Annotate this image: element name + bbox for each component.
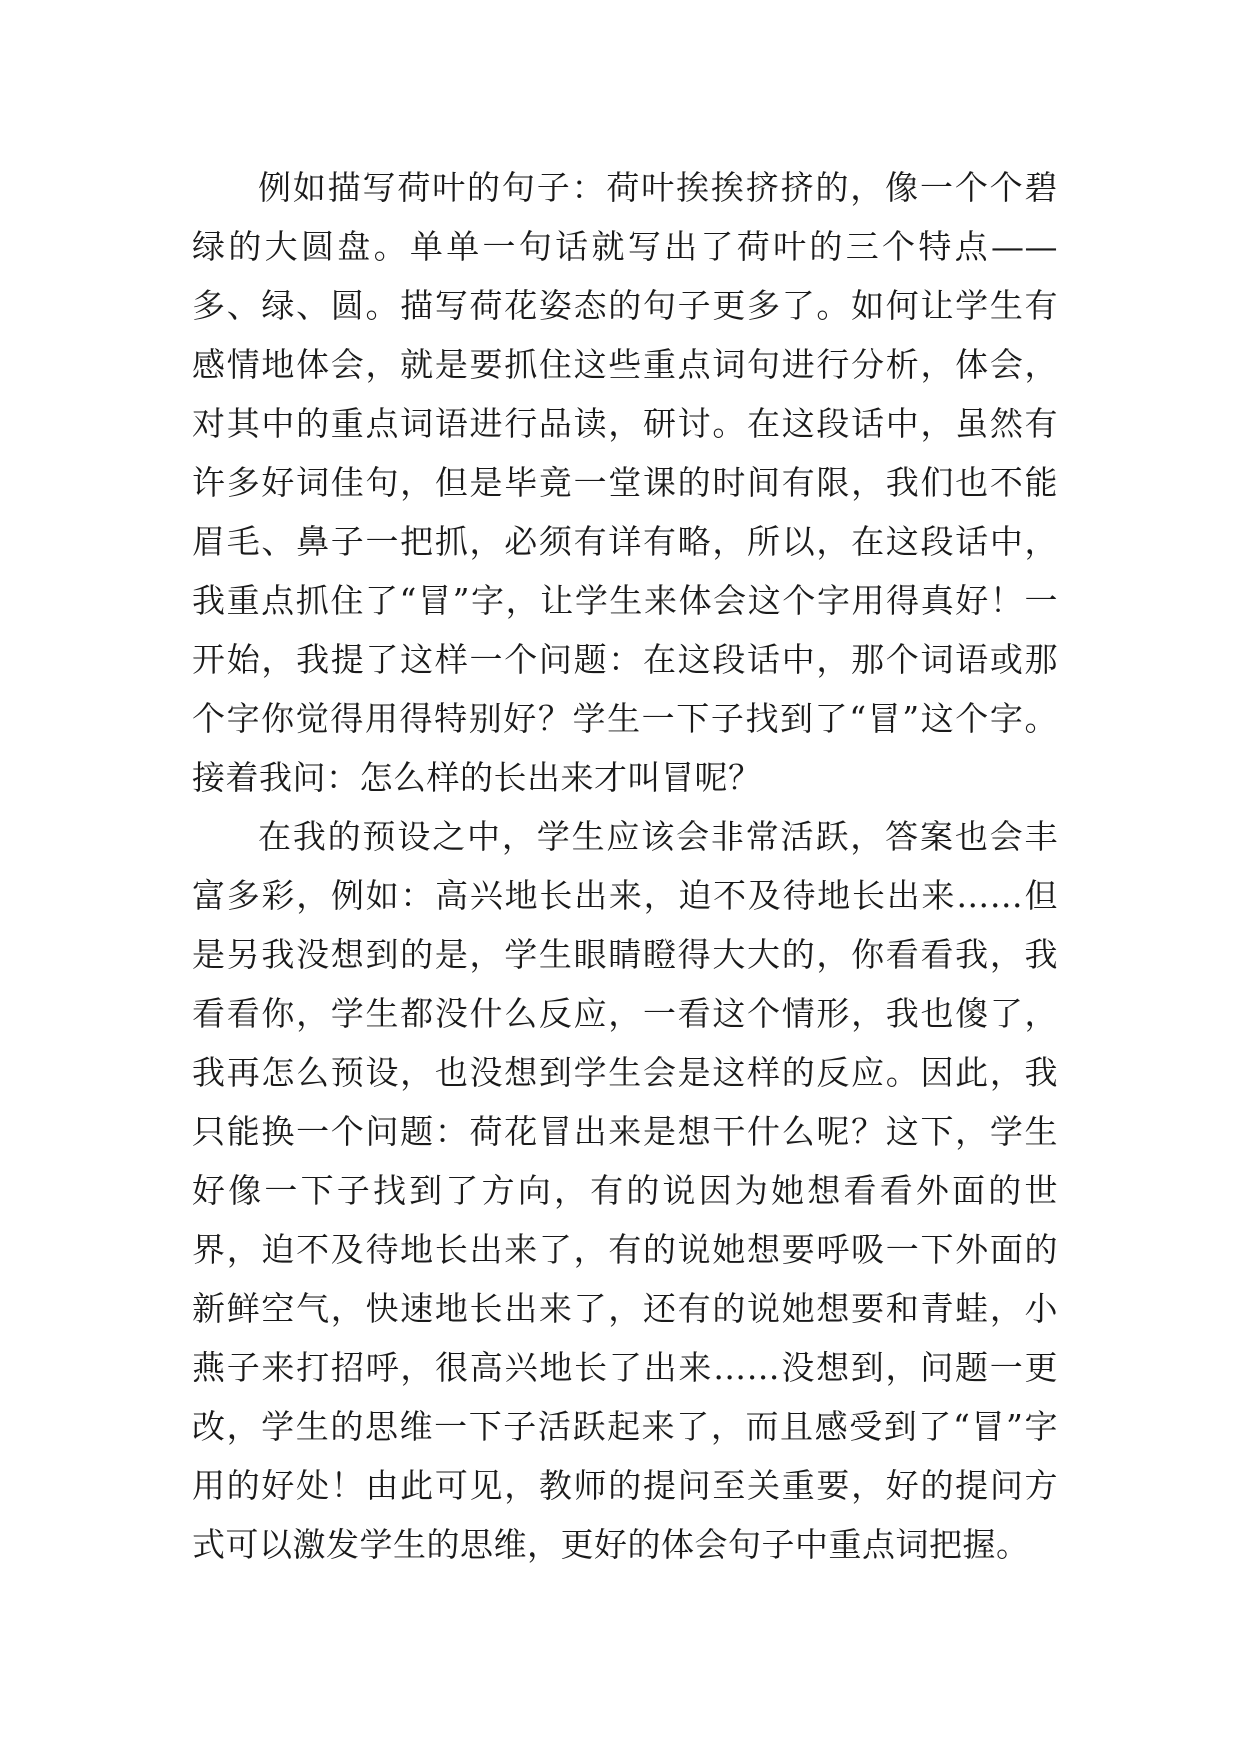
paragraph-2: 在我的预设之中，学生应该会非常活跃，答案也会丰富多彩，例如：高兴地长出来，迫不及待地长出来……但是另我没想到的是，学生眼睛瞪得大大的，你看看我，我看看你，学生都没什么反应，一看这个情形，我也傻了，我再怎么预设，也没想到学生会是这样的反应。因此，我只能换一个问题：荷花冒出来是想干什么呢？这下，学生好像一下子找到了方向，有的说因为她想看看外面的世界，迫不及待地长出来了，有的说她想要呼吸一下外面的新鲜空气，快速地长出来了，还有的说她想要和青蛙，小燕子来打招呼，很高兴地长了出来……没想到，问题一更改，学生的思维一下子活跃起来了，而且感受到了“冒”字用的好处！由此可见，教师的提问至关重要，好的提问方式可以激发学生的思维，更好的体会句子中重点词把握。 [192,817,1058,1564]
document-body [192,158,1058,1574]
paragraph-1: 例如描写荷叶的句子：荷叶挨挨挤挤的，像一个个碧绿的大圆盘。单单一句话就写出了荷叶的三个特点——多、绿、圆。描写荷花姿态的句子更多了。如何让学生有感情地体会，就是要抓住这些重点词句进行分析，体会，对其中的重点词语进行品读，研讨。在这段话中，虽然有许多好词佳句，但是毕竟一堂课的时间有限，我们也不能眉毛、鼻子一把抓，必须有详有略，所以，在这段话中，我重点抓住了“冒”字，让学生来体会这个字用得真好！一开始，我提了这样一个问题：在这段话中，那个词语或那个字你觉得用得特别好？学生一下子找到了“冒”这个字。接着我问：怎么样的长出来才叫冒呢？ [192,168,1058,797]
